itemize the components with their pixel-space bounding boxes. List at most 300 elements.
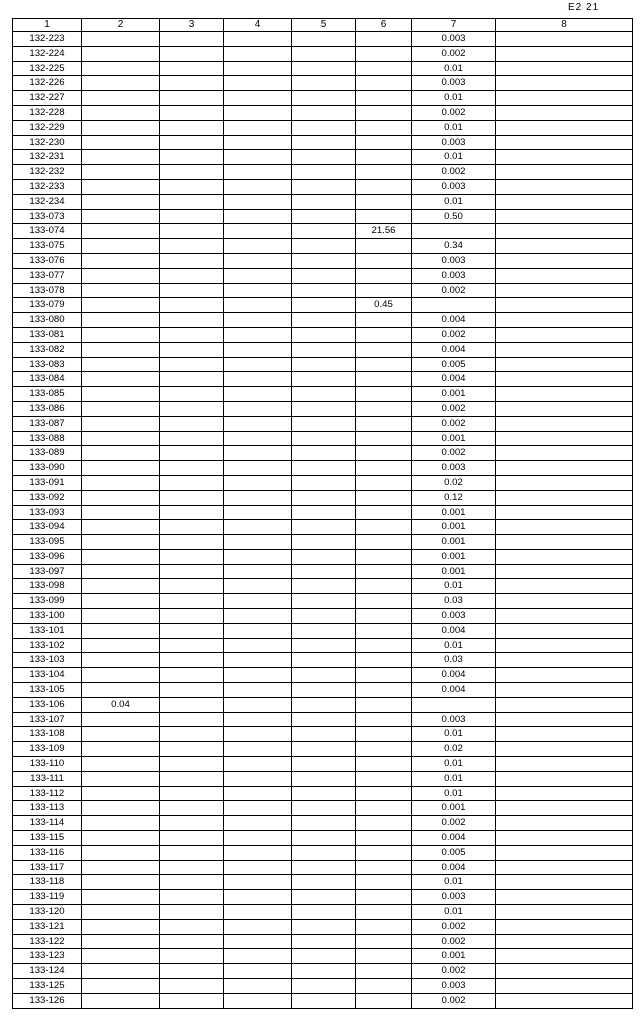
value-cell (356, 431, 412, 446)
value-cell (160, 32, 224, 47)
value-cell (160, 697, 224, 712)
value-cell (496, 490, 633, 505)
value-cell (292, 475, 356, 490)
table-row (13, 520, 633, 535)
value-cell (224, 638, 292, 653)
value-cell (496, 179, 633, 194)
value-cell (496, 949, 633, 964)
value-cell (82, 520, 160, 535)
value-cell (292, 387, 356, 402)
value-cell (82, 461, 160, 476)
value-cell: 0.003 (412, 461, 496, 476)
table-row (13, 32, 633, 47)
value-cell (292, 520, 356, 535)
sample-id-cell: 133-090 (13, 461, 82, 476)
table-row (13, 564, 633, 579)
value-cell (292, 416, 356, 431)
value-cell: 0.04 (82, 697, 160, 712)
value-cell (160, 890, 224, 905)
value-cell (224, 298, 292, 313)
sample-id-cell: 133-074 (13, 224, 82, 239)
value-cell (224, 564, 292, 579)
table-row (13, 239, 633, 254)
value-cell (160, 461, 224, 476)
value-cell (224, 668, 292, 683)
table-row (13, 934, 633, 949)
value-cell (224, 209, 292, 224)
value-cell: 0.03 (412, 653, 496, 668)
sample-id-cell: 133-096 (13, 549, 82, 564)
sample-id-cell: 132-234 (13, 194, 82, 209)
value-cell (356, 934, 412, 949)
value-cell (496, 786, 633, 801)
value-cell: 0.003 (412, 32, 496, 47)
value-cell (496, 135, 633, 150)
table-row (13, 224, 633, 239)
value-cell (412, 224, 496, 239)
value-cell (496, 964, 633, 979)
value-cell (224, 32, 292, 47)
sample-id-cell: 132-231 (13, 150, 82, 165)
value-cell (224, 609, 292, 624)
value-cell (292, 712, 356, 727)
value-cell (356, 446, 412, 461)
value-cell (160, 683, 224, 698)
table-row (13, 387, 633, 402)
value-cell: 0.002 (412, 934, 496, 949)
value-cell (82, 209, 160, 224)
value-cell (292, 239, 356, 254)
value-cell (224, 623, 292, 638)
value-cell (160, 120, 224, 135)
value-cell: 0.002 (412, 105, 496, 120)
table-row (13, 697, 633, 712)
page-reference: E2 21 (568, 2, 600, 13)
sample-id-cell: 133-094 (13, 520, 82, 535)
value-cell (496, 653, 633, 668)
value-cell (356, 979, 412, 994)
value-cell (356, 239, 412, 254)
value-cell (160, 727, 224, 742)
value-cell (224, 150, 292, 165)
value-cell (224, 135, 292, 150)
value-cell: 0.01 (412, 771, 496, 786)
value-cell (496, 727, 633, 742)
sample-id-cell: 133-100 (13, 609, 82, 624)
table-row (13, 194, 633, 209)
table-row (13, 875, 633, 890)
value-cell (496, 638, 633, 653)
value-cell (82, 61, 160, 76)
value-cell (356, 150, 412, 165)
value-cell (224, 446, 292, 461)
value-cell (224, 91, 292, 106)
value-cell (412, 298, 496, 313)
value-cell (224, 949, 292, 964)
sample-id-cell: 133-088 (13, 431, 82, 446)
value-cell (292, 253, 356, 268)
value-cell (356, 416, 412, 431)
sample-id-cell: 133-079 (13, 298, 82, 313)
value-cell (356, 475, 412, 490)
value-cell: 0.01 (412, 150, 496, 165)
sample-id-cell: 133-086 (13, 401, 82, 416)
value-cell (496, 387, 633, 402)
value-cell (224, 905, 292, 920)
value-cell (160, 165, 224, 180)
value-cell (496, 150, 633, 165)
value-cell: 0.002 (412, 327, 496, 342)
value-cell (224, 520, 292, 535)
value-cell: 0.002 (412, 165, 496, 180)
value-cell (292, 535, 356, 550)
value-cell (224, 890, 292, 905)
sample-id-cell: 133-118 (13, 875, 82, 890)
value-cell (292, 150, 356, 165)
sample-id-cell: 132-233 (13, 179, 82, 194)
value-cell (292, 949, 356, 964)
value-cell: 0.003 (412, 179, 496, 194)
sample-id-cell: 132-225 (13, 61, 82, 76)
value-cell: 0.003 (412, 253, 496, 268)
table-row (13, 357, 633, 372)
sample-id-cell: 133-087 (13, 416, 82, 431)
value-cell (496, 283, 633, 298)
value-cell (356, 727, 412, 742)
sample-id-cell: 133-083 (13, 357, 82, 372)
value-cell (224, 816, 292, 831)
value-cell: 0.001 (412, 549, 496, 564)
value-cell (356, 372, 412, 387)
value-cell (496, 313, 633, 328)
value-cell (160, 964, 224, 979)
value-cell: 0.002 (412, 401, 496, 416)
value-cell (82, 964, 160, 979)
value-cell (82, 712, 160, 727)
value-cell (224, 372, 292, 387)
value-cell: 0.01 (412, 120, 496, 135)
table-row (13, 313, 633, 328)
header-row (13, 19, 633, 32)
value-cell (496, 890, 633, 905)
table-row (13, 61, 633, 76)
value-cell (356, 831, 412, 846)
value-cell (496, 224, 633, 239)
value-cell (82, 505, 160, 520)
value-cell (224, 505, 292, 520)
sample-id-cell: 133-125 (13, 979, 82, 994)
table-row (13, 120, 633, 135)
sample-id-cell: 133-073 (13, 209, 82, 224)
value-cell (160, 135, 224, 150)
value-cell (356, 327, 412, 342)
value-cell (160, 46, 224, 61)
value-cell (292, 401, 356, 416)
sample-id-cell: 133-114 (13, 816, 82, 831)
value-cell (82, 727, 160, 742)
value-cell (496, 253, 633, 268)
value-cell (356, 535, 412, 550)
table-row (13, 594, 633, 609)
sample-id-cell: 133-095 (13, 535, 82, 550)
value-cell (356, 179, 412, 194)
data-table (12, 18, 633, 1009)
value-cell (356, 91, 412, 106)
value-cell: 0.002 (412, 816, 496, 831)
value-cell (224, 76, 292, 91)
value-cell (292, 342, 356, 357)
table-row (13, 845, 633, 860)
value-cell: 0.45 (356, 298, 412, 313)
value-cell (224, 490, 292, 505)
sample-id-cell: 133-098 (13, 579, 82, 594)
value-cell (292, 283, 356, 298)
value-cell (224, 179, 292, 194)
value-cell (160, 327, 224, 342)
value-cell: 0.003 (412, 979, 496, 994)
value-cell (496, 816, 633, 831)
value-cell (82, 401, 160, 416)
value-cell: 0.01 (412, 61, 496, 76)
value-cell (82, 919, 160, 934)
value-cell (292, 357, 356, 372)
value-cell: 0.002 (412, 46, 496, 61)
value-cell: 0.002 (412, 446, 496, 461)
value-cell (224, 239, 292, 254)
value-cell (292, 979, 356, 994)
value-cell (356, 357, 412, 372)
value-cell (224, 831, 292, 846)
value-cell (356, 845, 412, 860)
value-cell: 0.50 (412, 209, 496, 224)
value-cell: 0.001 (412, 520, 496, 535)
value-cell (496, 845, 633, 860)
table-row (13, 446, 633, 461)
sample-id-cell: 133-080 (13, 313, 82, 328)
value-cell (356, 268, 412, 283)
value-cell (292, 964, 356, 979)
value-cell (224, 401, 292, 416)
column-header: 4 (224, 19, 292, 32)
value-cell (224, 342, 292, 357)
value-cell (224, 549, 292, 564)
value-cell (292, 683, 356, 698)
value-cell (160, 224, 224, 239)
sample-id-cell: 133-104 (13, 668, 82, 683)
table-row (13, 298, 633, 313)
value-cell (292, 801, 356, 816)
table-row (13, 76, 633, 91)
value-cell (82, 934, 160, 949)
value-cell (496, 372, 633, 387)
column-header: 5 (292, 19, 356, 32)
value-cell (160, 993, 224, 1008)
table-row (13, 401, 633, 416)
value-cell (224, 712, 292, 727)
value-cell (292, 845, 356, 860)
sample-id-cell: 133-082 (13, 342, 82, 357)
sample-id-cell: 133-112 (13, 786, 82, 801)
table-row (13, 653, 633, 668)
value-cell (496, 76, 633, 91)
value-cell (496, 416, 633, 431)
table-row (13, 283, 633, 298)
value-cell (496, 934, 633, 949)
value-cell (82, 979, 160, 994)
value-cell: 0.005 (412, 357, 496, 372)
value-cell (292, 32, 356, 47)
value-cell (160, 446, 224, 461)
value-cell (82, 742, 160, 757)
value-cell (356, 949, 412, 964)
value-cell (292, 461, 356, 476)
value-cell (224, 61, 292, 76)
value-cell (82, 801, 160, 816)
value-cell (224, 461, 292, 476)
value-cell (82, 32, 160, 47)
sample-id-cell: 133-092 (13, 490, 82, 505)
value-cell (356, 120, 412, 135)
value-cell (356, 638, 412, 653)
value-cell: 0.004 (412, 683, 496, 698)
value-cell (292, 727, 356, 742)
value-cell (160, 712, 224, 727)
value-cell (160, 475, 224, 490)
value-cell (82, 342, 160, 357)
table-row (13, 831, 633, 846)
value-cell (496, 446, 633, 461)
value-cell (82, 905, 160, 920)
value-cell (292, 61, 356, 76)
value-cell (356, 742, 412, 757)
sample-id-cell: 133-121 (13, 919, 82, 934)
value-cell (292, 771, 356, 786)
value-cell: 0.001 (412, 949, 496, 964)
value-cell (160, 757, 224, 772)
value-cell (356, 135, 412, 150)
value-cell (160, 61, 224, 76)
table-row (13, 816, 633, 831)
value-cell: 0.12 (412, 490, 496, 505)
table-body (13, 32, 633, 1009)
value-cell (82, 549, 160, 564)
value-cell (160, 179, 224, 194)
value-cell (160, 653, 224, 668)
value-cell (82, 771, 160, 786)
value-cell (82, 298, 160, 313)
value-cell (224, 475, 292, 490)
value-cell (356, 993, 412, 1008)
value-cell: 0.002 (412, 416, 496, 431)
value-cell (356, 771, 412, 786)
value-cell (292, 549, 356, 564)
value-cell (356, 194, 412, 209)
value-cell: 0.001 (412, 535, 496, 550)
table-row (13, 431, 633, 446)
value-cell (160, 638, 224, 653)
value-cell (160, 816, 224, 831)
value-cell (82, 372, 160, 387)
value-cell (160, 594, 224, 609)
value-cell (160, 875, 224, 890)
table-row (13, 165, 633, 180)
value-cell (160, 786, 224, 801)
table-row (13, 105, 633, 120)
value-cell: 0.004 (412, 668, 496, 683)
value-cell (496, 919, 633, 934)
value-cell (356, 683, 412, 698)
value-cell (224, 357, 292, 372)
value-cell (496, 757, 633, 772)
value-cell (160, 831, 224, 846)
value-cell (82, 446, 160, 461)
value-cell: 0.003 (412, 135, 496, 150)
value-cell: 0.01 (412, 91, 496, 106)
value-cell (224, 416, 292, 431)
value-cell (160, 579, 224, 594)
value-cell (224, 431, 292, 446)
value-cell (160, 268, 224, 283)
value-cell (292, 564, 356, 579)
table-row (13, 549, 633, 564)
sample-id-cell: 133-075 (13, 239, 82, 254)
value-cell: 0.01 (412, 194, 496, 209)
value-cell: 0.004 (412, 623, 496, 638)
value-cell (292, 668, 356, 683)
table-row (13, 890, 633, 905)
value-cell (356, 668, 412, 683)
value-cell (224, 801, 292, 816)
sample-id-cell: 133-116 (13, 845, 82, 860)
value-cell (292, 757, 356, 772)
value-cell (496, 623, 633, 638)
value-cell (356, 46, 412, 61)
value-cell (82, 757, 160, 772)
value-cell (356, 283, 412, 298)
value-cell (292, 372, 356, 387)
value-cell (224, 313, 292, 328)
table-row (13, 683, 633, 698)
value-cell (160, 194, 224, 209)
table-row (13, 668, 633, 683)
value-cell: 0.002 (412, 993, 496, 1008)
value-cell (496, 505, 633, 520)
value-cell (82, 150, 160, 165)
sample-id-cell: 132-232 (13, 165, 82, 180)
value-cell (82, 283, 160, 298)
value-cell (160, 845, 224, 860)
value-cell (496, 357, 633, 372)
sample-id-cell: 133-091 (13, 475, 82, 490)
value-cell (224, 786, 292, 801)
value-cell (82, 253, 160, 268)
value-cell: 0.004 (412, 372, 496, 387)
value-cell (82, 564, 160, 579)
value-cell (160, 520, 224, 535)
value-cell (224, 860, 292, 875)
value-cell (496, 46, 633, 61)
table-row (13, 327, 633, 342)
table-row (13, 801, 633, 816)
table-row (13, 416, 633, 431)
value-cell (496, 742, 633, 757)
table-row (13, 742, 633, 757)
value-cell (496, 475, 633, 490)
table-row (13, 623, 633, 638)
value-cell (292, 135, 356, 150)
column-header: 7 (412, 19, 496, 32)
value-cell (160, 76, 224, 91)
